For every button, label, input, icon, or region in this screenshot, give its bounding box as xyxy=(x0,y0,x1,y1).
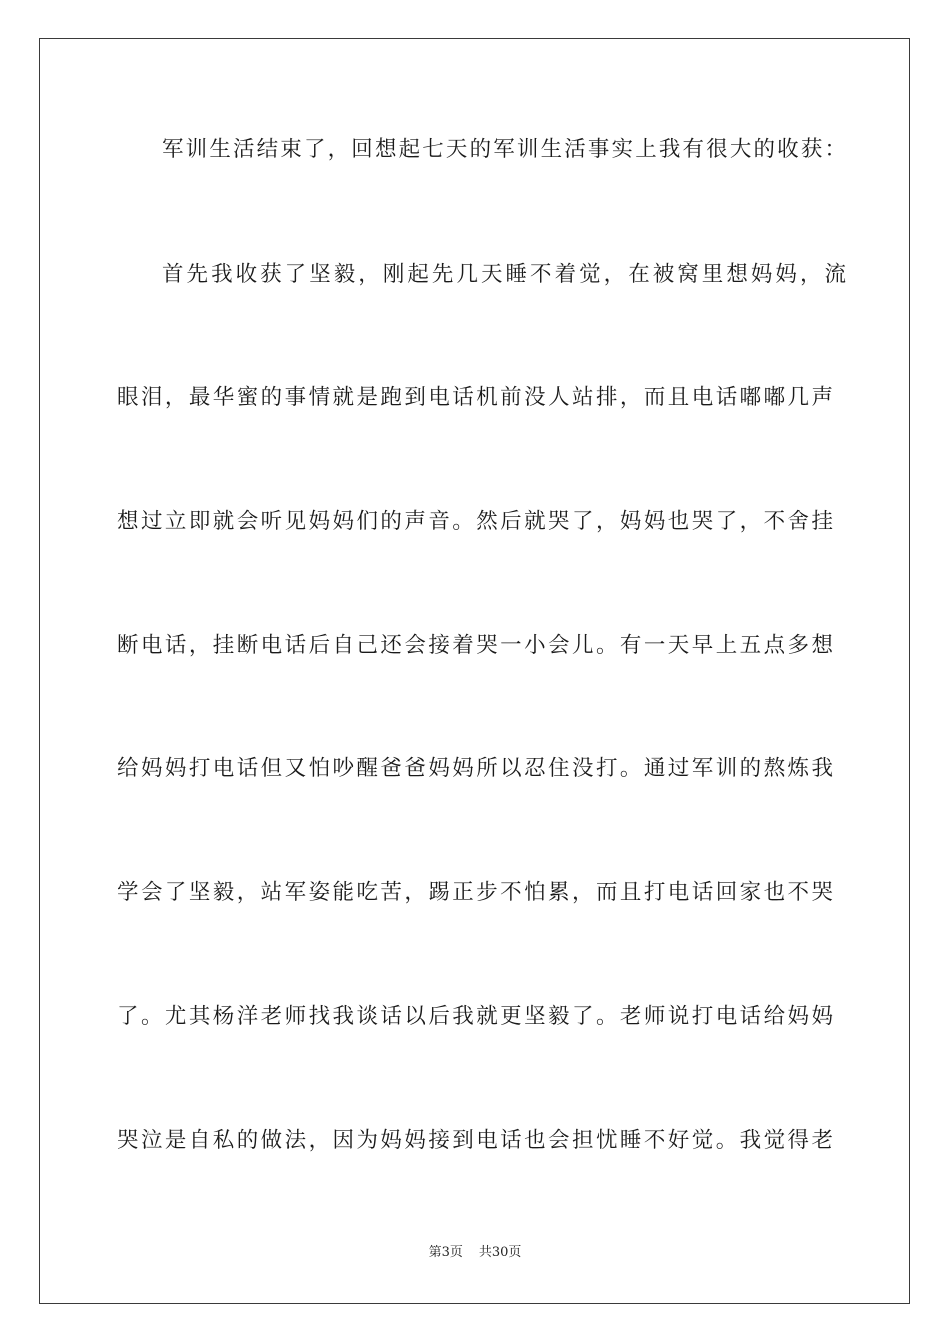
paragraph-2-line-1: 首先我收获了坚毅，刚起先几天睡不着觉，在被窝里想妈妈，流 xyxy=(162,262,846,287)
paragraph-2-line-3: 想过立即就会听见妈妈们的声音。然后就哭了，妈妈也哭了，不舍挂 xyxy=(117,509,833,534)
paragraph-2-line-6: 学会了坚毅，站军姿能吃苦，踢正步不怕累，而且打电话回家也不哭 xyxy=(117,880,833,905)
paragraph-2-line-2: 眼泪，最华蜜的事情就是跑到电话机前没人站排，而且电话嘟嘟几声 xyxy=(117,385,833,410)
paragraph-1-line-1: 军训生活结束了，回想起七天的军训生活事实上我有很大的收获： xyxy=(162,137,846,162)
page-number: 第3页 xyxy=(428,1245,463,1260)
paragraph-2-line-8: 哭泣是自私的做法，因为妈妈接到电话也会担忧睡不好觉。我觉得老 xyxy=(117,1128,833,1153)
paragraph-2-line-7: 了。尤其杨洋老师找我谈话以后我就更坚毅了。老师说打电话给妈妈 xyxy=(117,1004,833,1029)
paragraph-2-line-5: 给妈妈打电话但又怕吵醒爸爸妈妈所以忍住没打。通过军训的熬炼我 xyxy=(117,756,833,781)
page-border xyxy=(39,38,910,1304)
page-footer xyxy=(0,1244,950,1262)
page-total: 共30页 xyxy=(478,1245,522,1260)
paragraph-2-line-4: 断电话，挂断电话后自己还会接着哭一小会儿。有一天早上五点多想 xyxy=(117,633,833,658)
